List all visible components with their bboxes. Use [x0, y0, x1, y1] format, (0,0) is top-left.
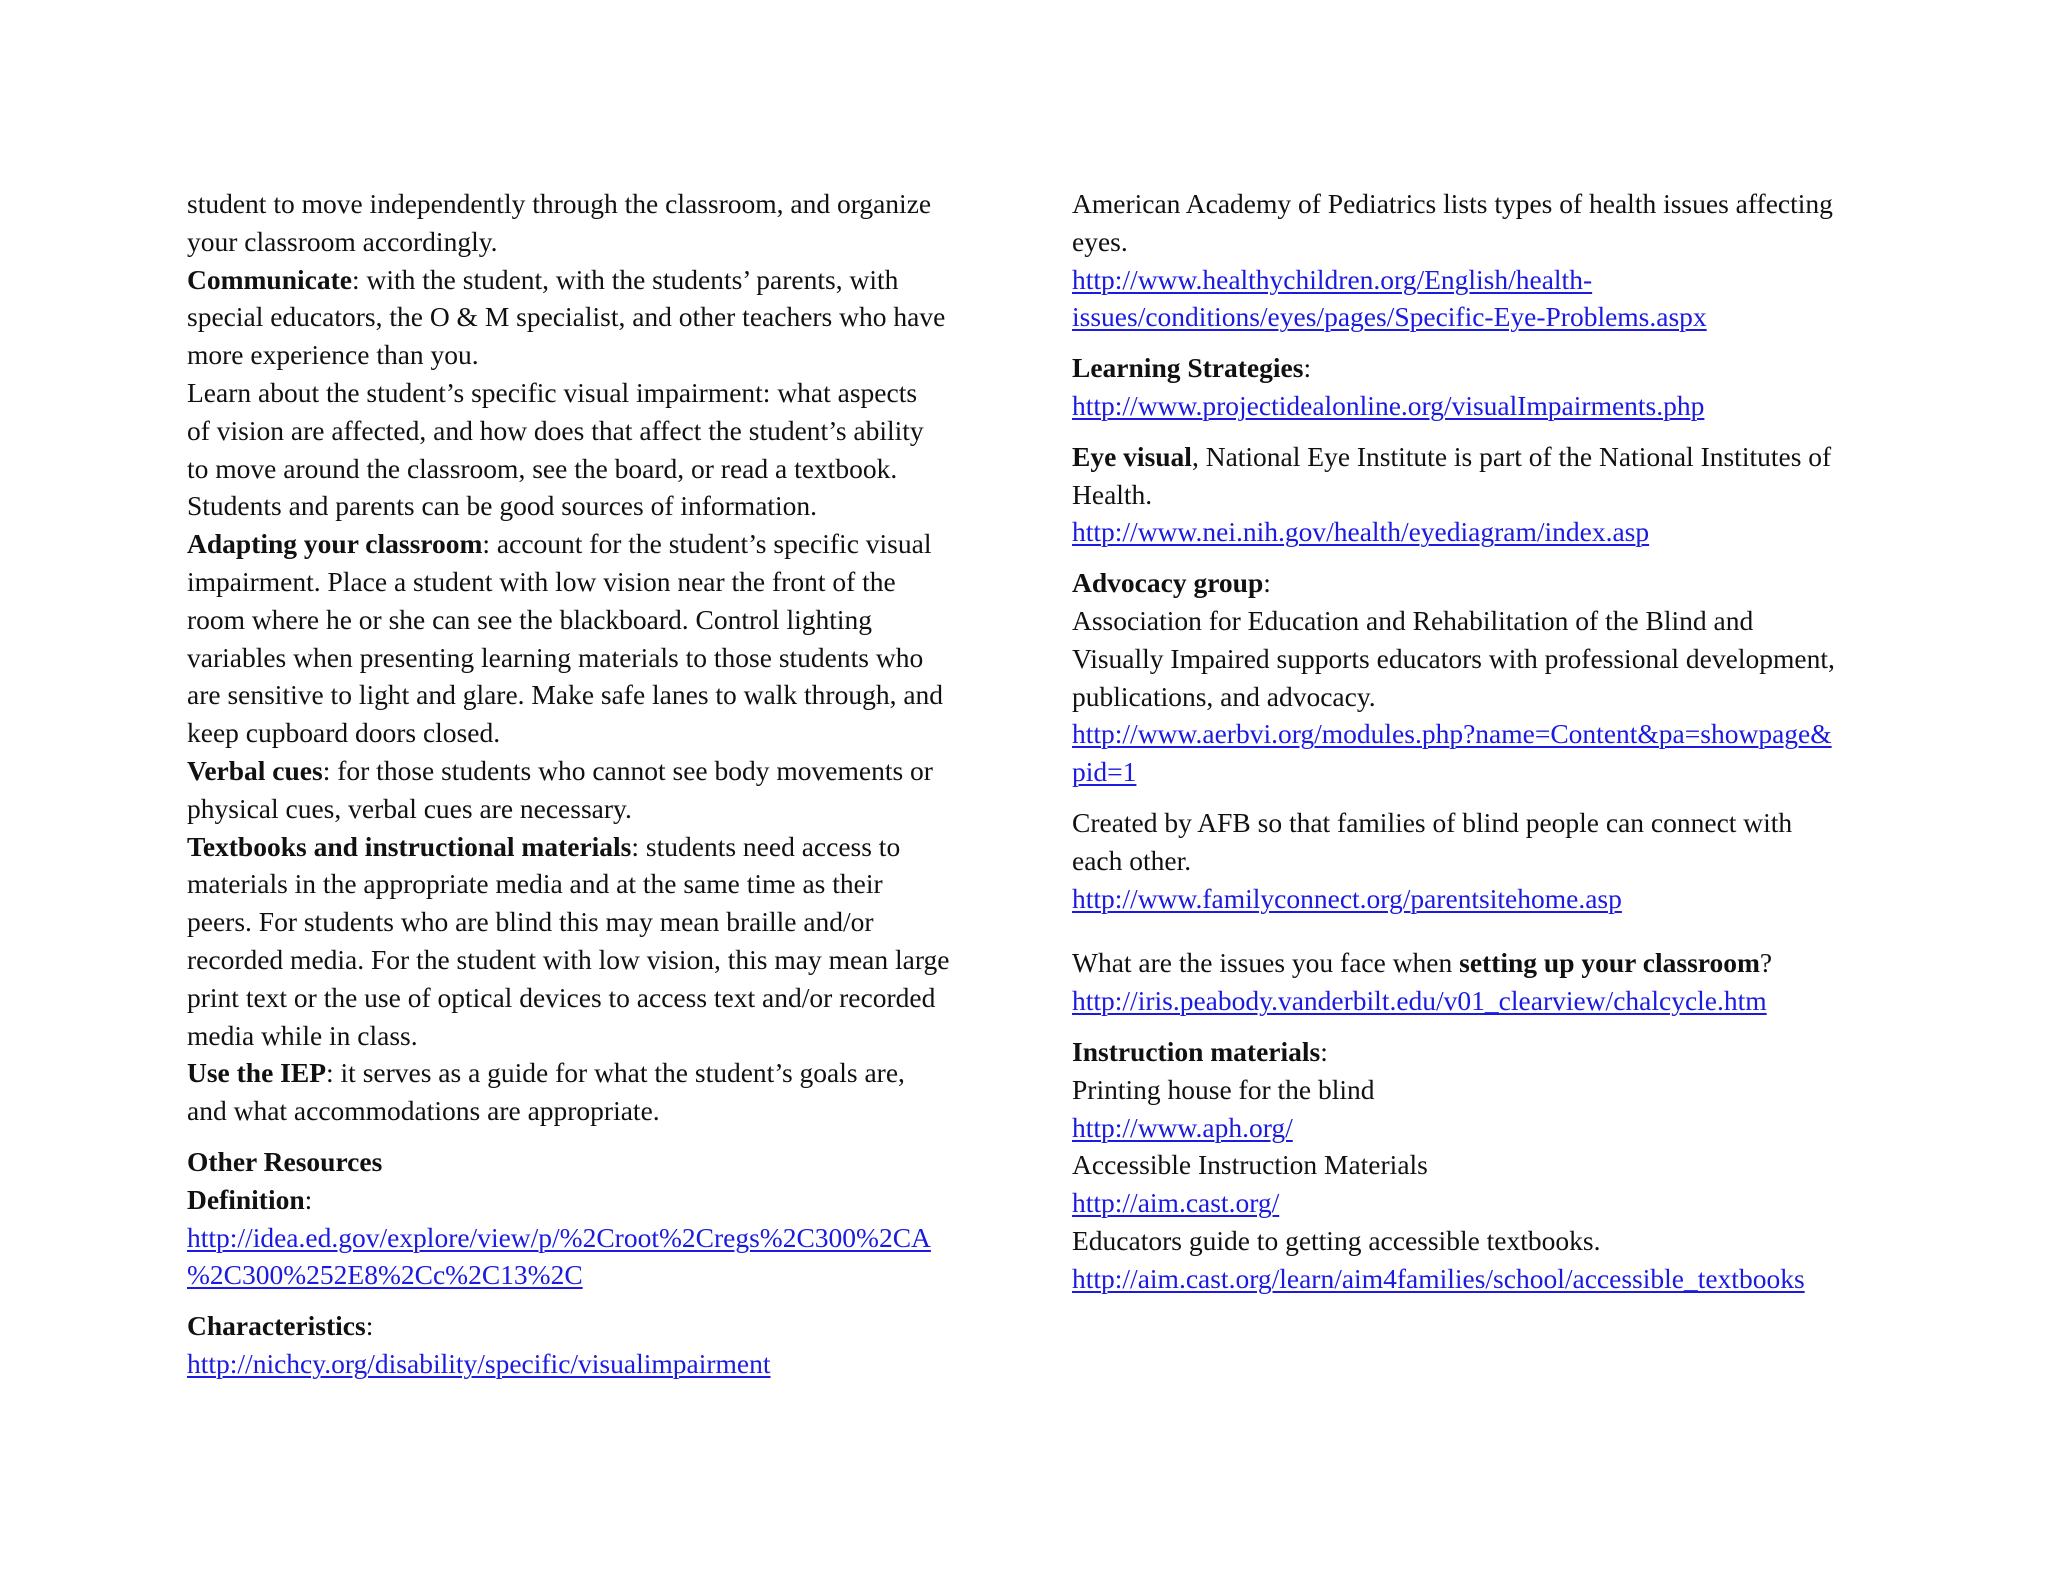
healthychildren-link-line-1[interactable]: http://www.healthychildren.org/English/health- [1072, 263, 1593, 295]
text-line: impairment. Place a student with low vision near the front of the [187, 565, 896, 597]
verbal-cues-paragraph [187, 752, 987, 828]
textbooks-paragraph [187, 828, 987, 1055]
text-line: to move around the classroom, see the board, or read a textbook. [187, 452, 898, 484]
advocacy-heading: Advocacy group [1072, 567, 1264, 599]
text-line: more experience than you. [187, 339, 479, 371]
text-line [1072, 1033, 1872, 1071]
learning-strategies-section [1072, 349, 1872, 425]
text-line: publications, and advocacy. [1072, 680, 1376, 712]
classroom-issues-section [1072, 944, 1872, 1020]
text-line: student to move independently through the classroom, and organize [187, 188, 932, 219]
left-column [187, 185, 987, 1383]
text-line: your classroom accordingly. [187, 225, 498, 257]
text-line: recorded media. For the student with low vision, this may mean large [187, 943, 950, 975]
text-line: peers. For students who are blind this may mean braille and/or [187, 906, 874, 938]
instruction-materials-heading: Instruction materials [1072, 1035, 1321, 1067]
eye-visual-heading: Eye visual [1072, 440, 1192, 472]
text-line: American Academy of Pediatrics lists types of health issues affecting [1072, 188, 1833, 219]
aph-link[interactable]: http://www.aph.org/ [1072, 1111, 1293, 1143]
text-line: are sensitive to light and glare. Make safe lanes to walk through, and [187, 679, 944, 711]
text-line [1072, 564, 1872, 602]
text-line: Association for Education and Rehabilitation of the Blind and [1072, 604, 1754, 636]
text-span: , National Eye Institute is part of the National Institutes of [1191, 440, 1832, 472]
text-line: Visually Impaired supports educators with professional development, [1072, 642, 1835, 674]
text-line [1072, 944, 1872, 982]
advocacy-section [1072, 564, 1872, 791]
iris-link[interactable]: http://iris.peabody.vanderbilt.edu/v01_clearview/chalcycle.htm [1072, 985, 1767, 1017]
learning-strategies-heading: Learning Strategies [1072, 352, 1304, 384]
text-span: : it serves as a guide for what the student’s goals are, [326, 1057, 905, 1089]
other-resources-heading: Other Resources [187, 1145, 383, 1177]
text-line [1072, 349, 1872, 387]
iep-paragraph [187, 1054, 987, 1130]
eye-visual-section [1072, 438, 1872, 551]
familyconnect-link[interactable]: http://www.familyconnect.org/parentsitehome.asp [1072, 882, 1622, 914]
aim-cast-link[interactable]: http://aim.cast.org/ [1072, 1187, 1280, 1219]
aap-section [1072, 185, 1872, 336]
text-line: Created by AFB so that families of blind people can connect with [1072, 806, 1793, 838]
intro-paragraph [187, 185, 987, 261]
text-line: room where he or she can see the blackboard. Control lighting [187, 603, 873, 635]
text-span: : account for the student’s specific visual [482, 528, 932, 560]
text-line: of vision are affected, and how does that affect the student’s ability [187, 414, 924, 446]
text-span: : [365, 1310, 374, 1342]
resource-label: Educators guide to getting accessible textbooks. [1072, 1224, 1601, 1256]
healthychildren-link-line-2[interactable]: issues/conditions/eyes/pages/Specific-Eye-Problems.aspx [1072, 301, 1707, 333]
afb-section [1072, 804, 1872, 917]
aerbvi-link-line-2[interactable]: pid=1 [1072, 756, 1137, 788]
communicate-heading: Communicate [187, 263, 352, 295]
text-line: special educators, the O & M specialist, and other teachers who have [187, 301, 946, 333]
characteristics-section [187, 1307, 987, 1383]
projectideal-link[interactable]: http://www.projectidealonline.org/visualImpairments.php [1072, 389, 1705, 421]
adapting-heading: Adapting your classroom [187, 528, 483, 560]
text-line: each other. [1072, 844, 1192, 876]
adapting-paragraph [187, 525, 987, 752]
text-span: : for those students who cannot see body movements or [322, 754, 933, 786]
text-line [187, 1307, 987, 1345]
accessible-textbooks-link[interactable]: http://aim.cast.org/learn/aim4families/school/accessible_textbooks [1072, 1262, 1805, 1294]
resource-label: Printing house for the blind [1072, 1073, 1375, 1105]
text-span: : [1303, 352, 1312, 384]
text-span: ? [1759, 947, 1773, 979]
definition-link-line-2[interactable]: %2C300%252E8%2Cc%2C13%2C [187, 1259, 583, 1291]
text-span: : with the student, with the students’ parents, with [351, 263, 899, 295]
text-line [187, 261, 987, 299]
verbal-cues-heading: Verbal cues [187, 754, 323, 786]
nei-link[interactable]: http://www.nei.nih.gov/health/eyediagram/index.asp [1072, 516, 1650, 548]
learn-paragraph [187, 374, 987, 525]
definition-heading: Definition [187, 1183, 305, 1215]
text-line [187, 1054, 987, 1092]
text-line: eyes. [1072, 225, 1128, 257]
text-line [187, 752, 987, 790]
setting-up-classroom-bold: setting up your classroom [1459, 947, 1760, 979]
characteristics-heading: Characteristics [187, 1310, 366, 1342]
text-line: materials in the appropriate media and at the same time as their [187, 868, 883, 900]
text-line: and what accommodations are appropriate. [187, 1095, 660, 1127]
text-line: Learn about the student’s specific visual impairment: what aspects [187, 376, 918, 408]
other-resources-section [187, 1143, 987, 1294]
text-line: media while in class. [187, 1019, 418, 1051]
characteristics-link[interactable]: http://nichcy.org/disability/specific/visualimpairment [187, 1347, 771, 1379]
text-line [187, 525, 987, 563]
definition-link-line-1[interactable]: http://idea.ed.gov/explore/view/p/%2Croot%2Cregs%2C300%2CA [187, 1221, 931, 1253]
resource-label: Accessible Instruction Materials [1072, 1149, 1428, 1181]
text-span: : [1263, 567, 1271, 599]
text-span: What are the issues you face when [1072, 947, 1460, 979]
text-line: physical cues, verbal cues are necessary. [187, 792, 632, 824]
text-line: keep cupboard doors closed. [187, 717, 501, 749]
text-line: Students and parents can be good sources of information. [187, 490, 818, 522]
iep-heading: Use the IEP [187, 1057, 327, 1089]
instruction-materials-section [1072, 1033, 1872, 1298]
right-column [1072, 185, 1872, 1298]
text-span: : [304, 1183, 313, 1215]
text-line [187, 1181, 987, 1219]
text-line: print text or the use of optical devices to access text and/or recorded [187, 981, 936, 1013]
text-span: : students need access to [631, 830, 901, 862]
textbooks-heading: Textbooks and instructional materials [187, 830, 632, 862]
text-line [1072, 438, 1872, 476]
text-line: Health. [1072, 478, 1153, 510]
aerbvi-link-line-1[interactable]: http://www.aerbvi.org/modules.php?name=Content&pa=showpage& [1072, 718, 1832, 750]
text-line: variables when presenting learning materials to those students who [187, 641, 924, 673]
communicate-paragraph [187, 261, 987, 374]
text-line [187, 828, 987, 866]
text-span: : [1320, 1035, 1328, 1067]
